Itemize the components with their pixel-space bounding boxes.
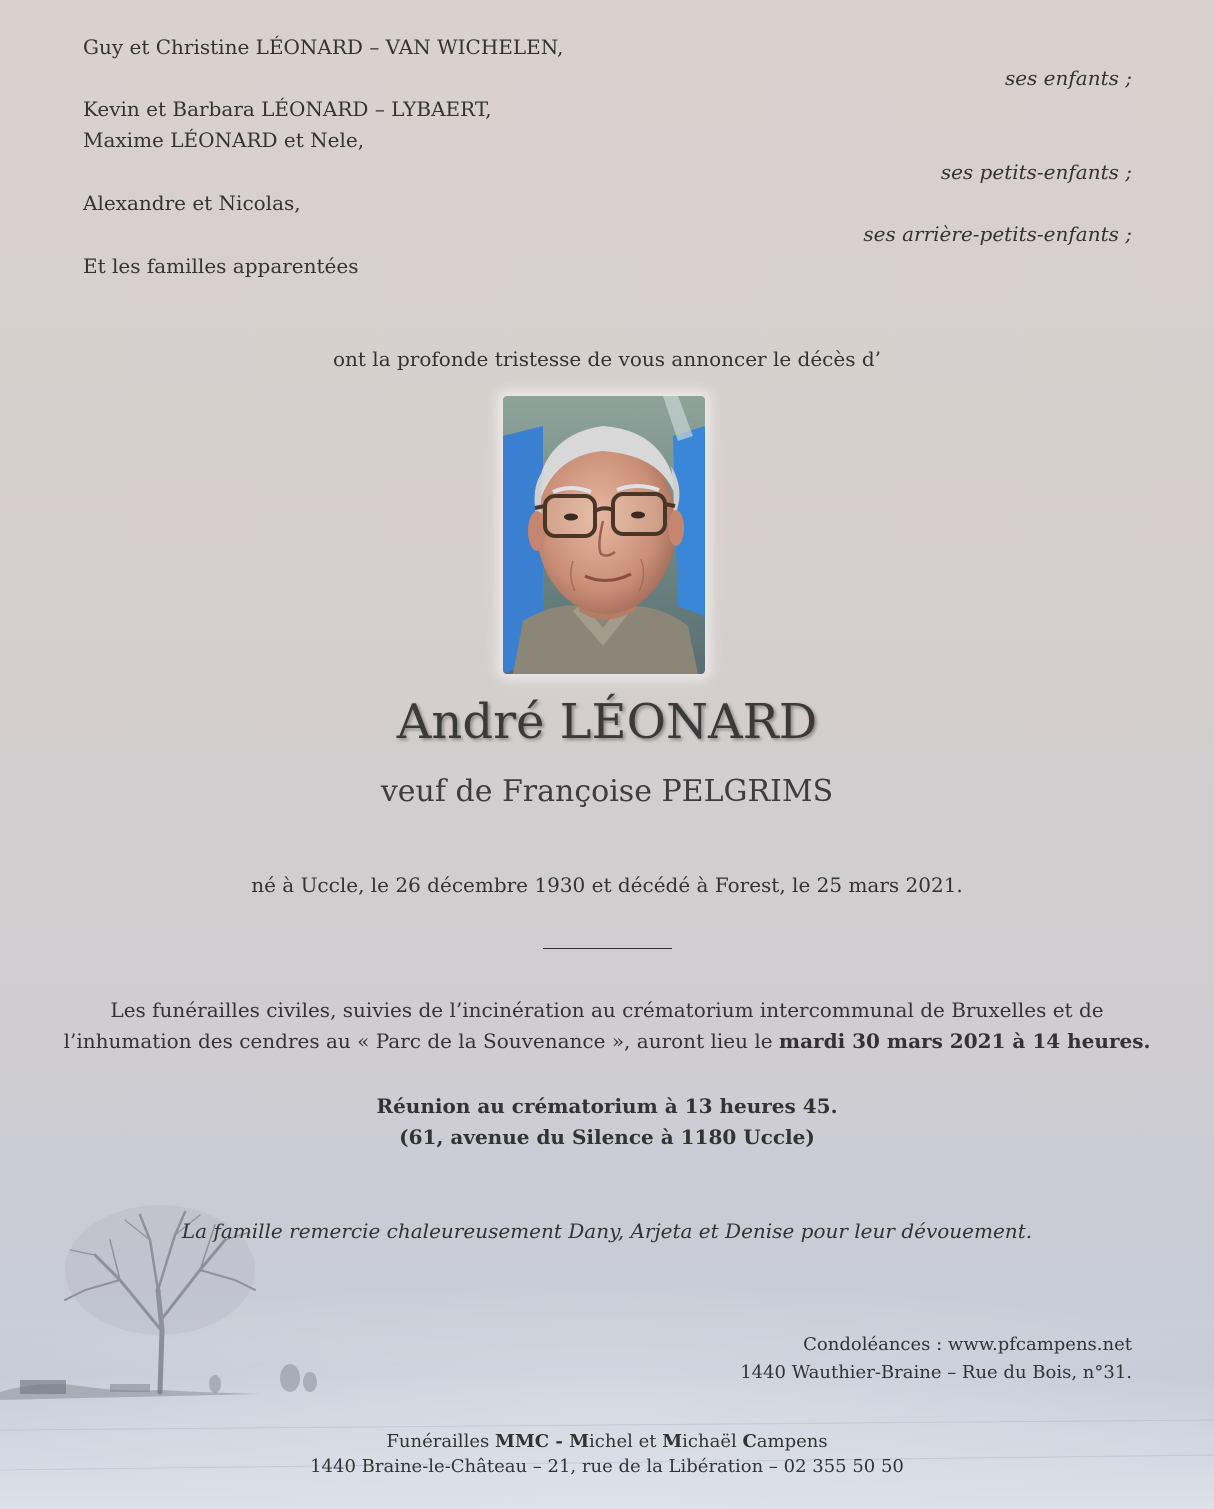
funeral-details-line-2 — [0, 1028, 1214, 1054]
birth-death-info: né à Uccle, le 26 décembre 1930 et décédé à Forest, le 25 mars 2021. — [251, 873, 963, 897]
crematorium-address: (61, avenue du Silence à 1180 Uccle) — [399, 1125, 815, 1149]
funeral-home-prefix: Funérailles — [386, 1431, 495, 1452]
children-names: Guy et Christine LÉONARD – VAN WICHELEN, — [83, 35, 564, 59]
meeting-info: Réunion au crématorium à 13 heures 45. — [376, 1094, 838, 1118]
grandchildren-role: ses petits-enfants ; — [940, 160, 1132, 184]
grandchildren-names-2: Maxime LÉONARD et Nele, — [83, 128, 365, 152]
relatives: Et les familles apparentées — [83, 254, 359, 278]
great-grandchildren-role: ses arrière-petits-enfants ; — [863, 222, 1132, 246]
funeral-home-name — [0, 1430, 1214, 1454]
condolences-address: 1440 Wauthier-Braine – Rue du Bois, n°31. — [740, 1362, 1132, 1383]
funeral-home-c: C — [742, 1431, 757, 1452]
widow-of: veuf de Françoise PELGRIMS — [380, 774, 834, 809]
portrait-photo — [503, 396, 705, 674]
divider — [543, 948, 672, 949]
funeral-home-address: 1440 Braine-le-Château – 21, rue de la Libération – 02 355 50 50 — [310, 1456, 904, 1477]
funeral-date-time: mardi 30 mars 2021 à 14 heures. — [778, 1029, 1151, 1053]
family-thanks: La famille remercie chaleureusement Dany, Arjeta et Denise pour leur dévouement. — [181, 1219, 1033, 1243]
funeral-home-m2: M — [662, 1431, 683, 1452]
deceased-name: André LÉONARD — [396, 694, 818, 750]
great-grandchildren-names: Alexandre et Nicolas, — [83, 191, 301, 215]
funeral-details-text: l’inhumation des cendres au « Parc de la Souvenance », auront lieu le — [63, 1029, 779, 1053]
funeral-details-line-1: Les funérailles civiles, suivies de l’incinération au crématorium intercommunal de Bruxelles et de — [110, 998, 1104, 1022]
funeral-home-name-a: ichel et — [589, 1431, 663, 1452]
funeral-home-brand: MMC - M — [494, 1431, 590, 1452]
grandchildren-names-1: Kevin et Barbara LÉONARD – LYBAERT, — [83, 97, 492, 121]
funeral-home-name-b: ichaël — [682, 1431, 743, 1452]
condolences-website: Condoléances : www.pfcampens.net — [803, 1334, 1132, 1355]
children-role: ses enfants ; — [1004, 66, 1132, 90]
announcement: ont la profonde tristesse de vous annoncer le décès d’ — [332, 347, 882, 371]
portrait-illustration — [503, 396, 705, 674]
funeral-home-name-c: ampens — [756, 1431, 828, 1452]
